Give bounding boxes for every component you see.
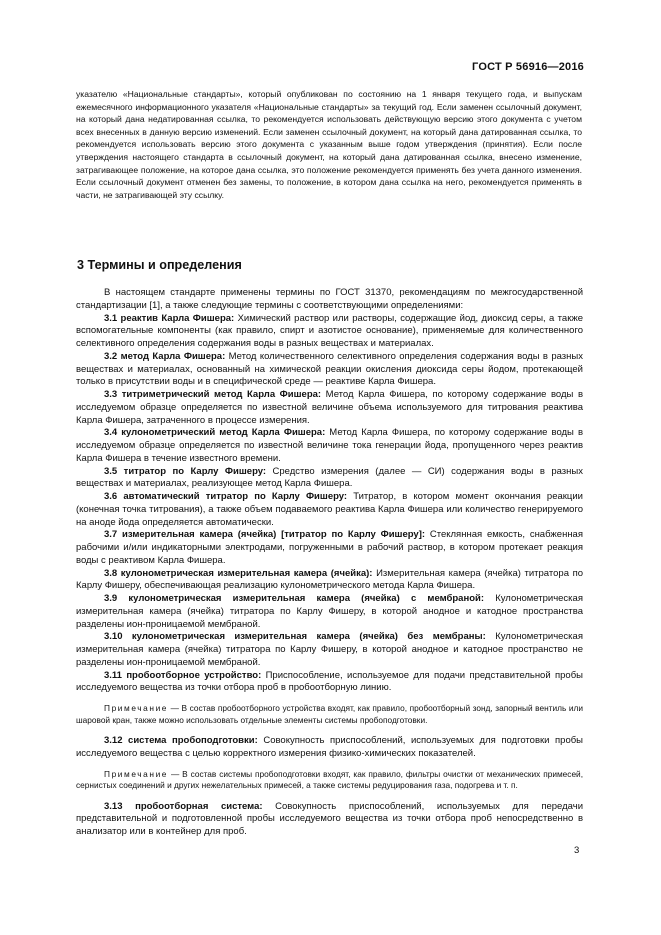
term-3-13	[76, 801, 583, 839]
note-label: Примечание	[104, 768, 169, 779]
term-3-11	[76, 670, 583, 696]
term-definition: Кулонометрическая измерительная камера (ячейка) титратора по Карлу Фишеру, в которой анодное и катодное пространство не разделены ион-проницаемой мембраной.	[76, 631, 583, 668]
term-name: 3.1 реактив Карла Фишера:	[104, 312, 235, 324]
term-name: 3.11 пробоотборное устройство:	[104, 669, 262, 681]
term-definition: Измерительная камера (ячейка) титратора по Карлу Фишеру, обеспечивающая реализацию кулонометрического метода Карла Фишера.	[76, 567, 583, 592]
note-3-11	[76, 703, 583, 726]
term-definition: Метод Карла Фишера, по которому содержание воды в исследуемом образце определяется по известной величине объема используемого для титрования реактива Карла Фишера, затраченного в процессе измерения.	[76, 389, 583, 426]
term-definition: Средство измерения (далее — СИ) содержания воды в разных веществах и материалах, реализующее метод Карла Фишера.	[76, 465, 583, 490]
term-name: 3.3 титриметрический метод Карла Фишера:	[104, 389, 322, 400]
note-text: — В состав пробоотборного устройства входят, как правило, пробоотборный зонд, запорный вентиль или шаровой кран, также можно использовать отдельные элементы системы пробоподготовки.	[76, 703, 583, 725]
term-definition: Кулонометрическая измерительная камера (ячейка) титратора по Карлу Фишеру, в которой анодное и катодное пространства разделены ион-проницаемой мембраной.	[76, 593, 583, 630]
term-3-4	[76, 427, 583, 465]
term-name: 3.6 автоматический титратор по Карлу Фишеру:	[104, 491, 348, 502]
section-title: 3 Термины и определения	[77, 258, 242, 272]
term-name: 3.4 кулонометрический метод Карла Фишера:	[104, 427, 326, 439]
term-name: 3.13 пробоотборная система:	[104, 800, 263, 812]
term-name: 3.8 кулонометрическая измерительная камера (ячейка):	[104, 567, 373, 579]
term-name: 3.12 система пробоподготовки:	[104, 735, 258, 746]
term-3-6	[76, 491, 583, 529]
standard-code: ГОСТ Р 56916—2016	[472, 61, 584, 73]
term-definition: Совокупность приспособлений, используемых для подготовки пробы исследуемого вещества с целью корректного измерения физико-химических показателей.	[76, 735, 583, 759]
note-3-12	[76, 769, 583, 792]
term-3-10	[76, 631, 583, 669]
term-definition: Стеклянная емкость, снабженная рабочими и/или индикаторными электродами, погруженными в рабочий раствор, в котором протекает реакция воды с реактивом Карла Фишера.	[76, 529, 583, 566]
term-definition: Титратор, в котором момент окончания реакции (конечная точка титрования), а также объем подаваемого реактива Карла Фишера или количество генерируемого на аноде йода определяется автоматически.	[76, 491, 583, 528]
term-3-8	[76, 568, 583, 594]
term-definition: Химический раствор или растворы, содержащие йод, диоксид серы, а также вспомогательные компоненты (как правило, спирт и азотистое основание), применяемые для количественного селективного определения содержания воды в разных веществах и материалах.	[76, 312, 583, 349]
term-3-2	[76, 351, 583, 389]
term-definition: Метод Карла Фишера, по которому содержание воды в исследуемом образце определяется по известной величине тока генерации йода, пропущенного через реактив Карла Фишера в течение известного времени.	[76, 427, 583, 464]
term-name: 3.9 кулонометрическая измерительная камера (ячейка) с мембраной:	[104, 593, 485, 604]
term-3-9	[76, 593, 583, 631]
term-3-7	[76, 529, 583, 567]
note-text: — В состав системы пробоподготовки входят, как правило, фильтры очистки от механических примесей, сернистых соединений и других нежелательных примесей, а также системы редуцирования газа, подогрева и т. п.	[76, 768, 583, 790]
term-name: 3.7 измерительная камера (ячейка) [титратор по Карлу Фишеру]:	[104, 529, 426, 541]
term-definition: Совокупность приспособлений, используемых для передачи представительной и подготовленной пробы исследуемого вещества из точки отбора проб непосредственно в анализатор или в контейнер для проб.	[76, 800, 584, 837]
term-3-3	[76, 389, 583, 427]
note-label: Примечание	[104, 703, 169, 713]
term-name: 3.10 кулонометрическая измерительная камера (ячейка) без мембраны:	[104, 631, 486, 643]
section-body	[76, 287, 583, 839]
term-name: 3.5 титратор по Карлу Фишеру:	[104, 465, 267, 477]
page-number: 3	[574, 845, 580, 856]
term-definition: Метод количественного селективного определения содержания воды в разных веществах и материалах, основанный на химической реакции окисления диоксида серы йодом, протекающей только в присутствии воды и в специфической среде — реактиве Карла Фишера.	[76, 350, 583, 388]
term-3-12	[76, 735, 583, 761]
term-name: 3.2 метод Карла Фишера:	[104, 350, 226, 362]
term-3-1	[76, 313, 583, 351]
section-lead: В настоящем стандарте применены термины по ГОСТ 31370, рекомендациям по межгосударственной стандартизации [1], а также следующие термины с соответствующими определениями:	[76, 287, 583, 311]
term-3-5	[76, 466, 583, 492]
term-definition: Приспособление, используемое для подачи представительной пробы исследуемого вещества из точки отбора проб в пробоотборную линию.	[76, 669, 583, 694]
intro-paragraph: указателю «Национальные стандарты», который опубликован по состоянию на 1 января текущего года, и выпускам ежемесячного информационного указателя «Национальные стандарты» за текущий год. Если заменен ссылочный документ, на который дана недатированная ссылка, то рекомендуется использовать действующую версию этого документа с учетом всех внесенных в данную версию изменений. Если заменен ссылочный документ, на который дана датированная ссылка, то рекомендуется использовать версию этого документа с указанным выше годом утверждения (принятия). Если после утверждения настоящего стандарта в ссылочный документ, на который дана датированная ссылка, внесено изменение, затрагивающее положение, на которое дана ссылка, это положение рекомендуется применять без учета данного изменения. Если ссылочный документ отменен без замены, то положение, в котором дана ссылка на него, рекомендуется применять в части, не затрагивающей эту ссылку.	[76, 89, 582, 200]
